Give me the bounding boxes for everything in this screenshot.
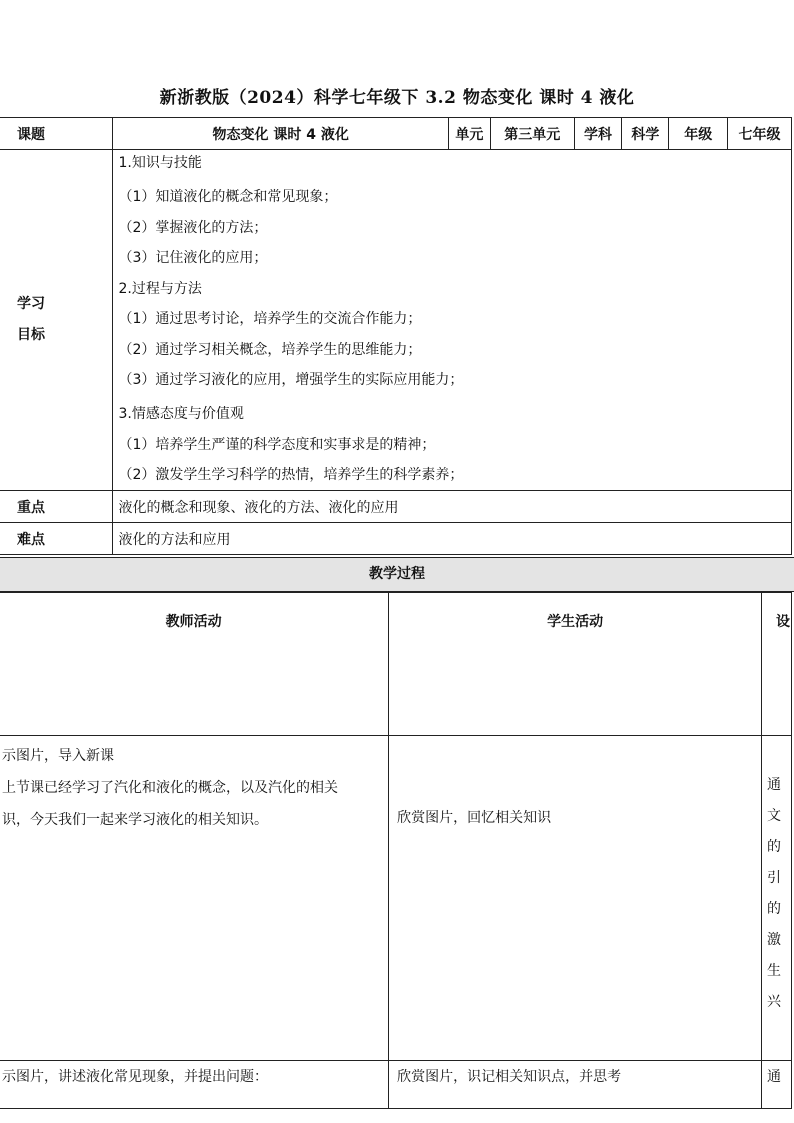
objective-item: （2）通过学习相关概念，培养学生的思维能力； <box>118 341 422 358</box>
objective-item: （2）激发学生学习科学的热情，培养学生的科学素养； <box>118 467 464 483</box>
objective-item: （1）培养学生严谨的科学态度和实事求是的精神； <box>118 436 436 453</box>
process-row <box>0 736 792 1061</box>
objective-item: （3）通过学习液化的应用，增强学生的实际应用能力； <box>118 372 464 388</box>
objectives-label <box>0 150 113 491</box>
unit-label: 单元 <box>448 118 490 150</box>
objectives-label-line2: 目标 <box>17 327 45 343</box>
teaching-process-table <box>0 592 792 1109</box>
design-intent-char: 生 <box>767 963 782 979</box>
process-row <box>0 1061 792 1109</box>
design-intent-char: 通 <box>767 777 782 793</box>
design-intent-char: 引 <box>767 870 782 886</box>
design-intent-char: 的 <box>767 901 782 917</box>
objective-heading: 2.过程与方法 <box>118 280 202 297</box>
design-intent-char: 文 <box>767 808 782 824</box>
objectives-row <box>0 150 792 491</box>
student-activity-text: 欣赏图片，回忆相关知识 <box>397 810 552 826</box>
design-intent-char: 通 <box>767 1069 782 1085</box>
student-activity-cell <box>389 1061 762 1109</box>
subject-value: 科学 <box>622 118 669 150</box>
student-activity-text: 欣赏图片，识记相关知识点，并思考 <box>397 1069 622 1085</box>
objectives-label-line1: 学习 <box>17 296 45 312</box>
objective-heading: 1.知识与技能 <box>118 155 202 171</box>
student-activity-cell <box>389 736 762 1061</box>
document-title: 新浙教版（2024）科学七年级下 3.2 物态变化 课时 4 液化 <box>159 88 635 108</box>
difficulties-label: 难点 <box>0 523 113 555</box>
teacher-activity-line: 示图片，导入新课 <box>2 748 114 764</box>
teacher-activity-header: 教师活动 <box>0 593 389 736</box>
key-points-text: 液化的概念和现象、液化的方法、液化的应用 <box>113 491 792 523</box>
lesson-info-row <box>0 118 792 150</box>
design-intent-char: 激 <box>767 932 782 948</box>
design-intent-char: 兴 <box>767 994 782 1010</box>
teacher-activity-line: 识，今天我们一起来学习液化的相关知识。 <box>2 812 268 828</box>
lesson-label: 课题 <box>0 118 113 150</box>
objective-item: （1）知道液化的概念和常见现象； <box>118 189 338 205</box>
design-intent-cell <box>762 736 792 1061</box>
difficulties-text: 液化的方法和应用 <box>113 523 792 555</box>
unit-value: 第三单元 <box>490 118 574 150</box>
grade-label: 年级 <box>669 118 728 150</box>
student-activity-header: 学生活动 <box>389 593 762 736</box>
objective-heading: 3.情感态度与价值观 <box>118 406 244 422</box>
process-header-row <box>0 593 792 736</box>
subject-label: 学科 <box>574 118 622 150</box>
design-intent-char: 的 <box>767 839 782 855</box>
design-intent-cell <box>762 1061 792 1109</box>
objectives-content <box>113 150 792 491</box>
objective-item: （2）掌握液化的方法； <box>118 219 268 236</box>
teacher-activity-line: 上节课已经学习了汽化和液化的概念，以及汽化的相关 <box>2 780 338 796</box>
lesson-name: 物态变化 课时 4 液化 <box>113 118 448 150</box>
grade-value: 七年级 <box>728 118 792 150</box>
teacher-activity-cell <box>0 736 389 1061</box>
lesson-plan-table <box>0 117 792 555</box>
difficulties-row <box>0 523 792 555</box>
objective-item: （1）通过思考讨论，培养学生的交流合作能力； <box>118 311 422 327</box>
key-points-row <box>0 491 792 523</box>
teacher-activity-cell <box>0 1061 389 1109</box>
key-points-label: 重点 <box>0 491 113 523</box>
objective-item: （3）记住液化的应用； <box>118 250 268 266</box>
teaching-process-heading: 教学过程 <box>0 557 794 592</box>
design-intent-header: 设 <box>762 593 792 736</box>
teacher-activity-text: 示图片，讲述液化常见现象，并提出问题： <box>2 1069 268 1085</box>
